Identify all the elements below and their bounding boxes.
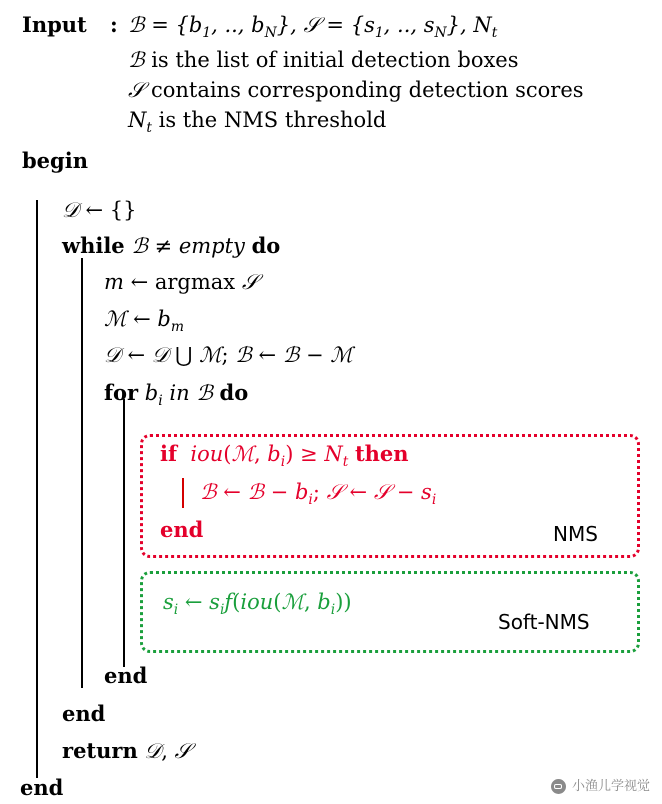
line-m-cal: ℳ ← $b_m$ [104,307,185,336]
watermark-text: 小渔儿学视觉 [571,779,650,794]
input-label: Input [22,12,87,37]
tag-soft-nms: Soft-NMS [498,610,590,634]
line-end-for: end [104,663,148,688]
tag-nms: NMS [553,522,598,546]
input-row [22,14,652,41]
line-while: while ℬ ≠ empty do [62,233,281,258]
rule-while-block [81,258,83,688]
line-if-end: end [160,517,204,542]
input-desc-threshold: $N_t$ is the NMS threshold [128,108,387,137]
line-m-argmax: m ← argmax 𝒮 [104,270,259,294]
line-soft-nms: $s_i$ ← $s_if(iou(ℳ$, $b_i$)) [163,590,352,619]
line-for: for $b_i$ in ℬ do [104,380,249,410]
input-desc-scores: 𝒮 contains corresponding detection scores [128,78,584,103]
keyword-begin: begin [22,148,88,174]
line-union: 𝒟 ← 𝒟 ⋃ ℳ; ℬ ← ℬ − ℳ [104,343,353,367]
line-if: if iou(ℳ, $b_i) \ge N_t$ then [160,441,409,471]
line-return: return 𝒟, 𝒮 [62,738,191,763]
line-d-init: 𝒟 ← {} [62,198,137,222]
input-desc-boxes: ℬ is the list of initial detection boxes [128,48,519,73]
line-if-body: ℬ ← ℬ − $b_i$; 𝒮 ← 𝒮 − $s_i$ [200,480,437,509]
watermark [551,779,650,794]
line-end-begin: end [20,775,64,800]
line-end-while: end [62,701,106,726]
input-signature: ℬ = {$b_1$, .., $b_N$}, 𝒮 = {$s_1$, .., $s_N$}, $N_t$ [128,13,498,42]
wechat-icon [551,779,566,794]
rule-begin-block [36,200,38,778]
input-colon: : [110,12,118,37]
rule-for-block [123,399,125,667]
